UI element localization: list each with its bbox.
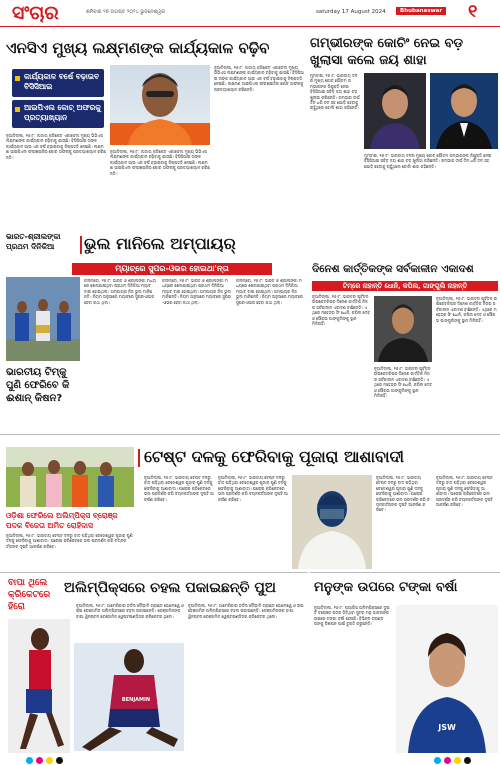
umpire-team-photo <box>6 277 80 361</box>
olympics-body-2: ନୂଆଦିଲ୍ଲୀ, ୧୬।୮: ଆମେରିକାର ହର୍ଡଲ ଦୌଡ଼ାଳି ଗ୍ରାଣ୍ଟ ହୋଲୋୱେ ଓ ରାଇ ବେଞ୍ଜାମିନ ଅଲିମ୍ପିକ୍ସରେ ଚହଲ ପକାଇଛନ୍ତି। ବେଞ୍ଜାମିନଙ୍କ ବାପା ୱିନ୍‌ଷ୍ଟନ ବେଞ୍ଜାମିନ ୱେଷ୍ଟଇଣ୍ଡିଜର କ୍ରିକେଟର ଥିଲେ। <box>188 603 304 619</box>
bullet-text-1: କାର୍ଯ୍ୟକାଳ ବର୍ଷେ ବଢ଼ାଇବ ବିସିସିଆଇ <box>24 72 100 91</box>
story-laxman <box>0 29 305 229</box>
umpire-headline-accent <box>80 236 82 254</box>
pujara-body-3: ନୂଆଦିଲ୍ଲୀ, ୧୬।୮: ଭାରତୀୟ ଟେଷ୍ଟ ଦଳରୁ ବାଦ ପଡ଼ିଥିବା ଚେତେଶ୍ୱର ପୂଜାରା ପୁଣି ଦଳକୁ ଫେରିବାକୁ ଆଶାବାଦୀ। ଘରୋଇ କ୍ରିକେଟରେ ଭଲ ପ୍ରଦର୍ଶନ କରି ଚୟନକର୍ତ୍ତାଙ୍କ ଦୃଷ୍ଟି ଆକର୍ଷଣ କରିବେ। <box>376 475 430 513</box>
umpire-kicker: ଭାରତ-ଶ୍ରୀଲଙ୍କା ପ୍ରଥମ ଦିନିକିଆ <box>6 232 61 251</box>
pujara-photo <box>292 475 372 569</box>
bullet-box-2 <box>12 100 104 128</box>
karthik-photo <box>374 296 432 362</box>
city-label: Bhubaneswar <box>396 7 446 15</box>
manu-photo <box>396 605 498 753</box>
print-mark-magenta-2 <box>444 757 451 764</box>
story-umpire <box>0 232 305 432</box>
gambhir-photo <box>364 73 426 149</box>
story-gambhir-headline: ଗମ୍ଭୀରଙ୍କ କୋଚିଂ ନେଇ ବଡ଼ ଖୁଲାସା କଲେ ଜୟ ଶାହା <box>310 36 464 68</box>
umpire-headline: ଭୁଲ ମାନିଲେ ଅମ୍ପାୟର୍ <box>84 234 236 253</box>
story-olympics <box>0 572 308 754</box>
umpire-body-3: କଲମ୍ବୋ, ୧୬।୮: ଭାରତ ଓ ଶ୍ରୀଲଙ୍କା ମଧ୍ୟରେ ଖେଳାଯାଇଥିବା ପ୍ରଥମ ଦିନିକିଆ ମ୍ୟାଚ୍ ଟାଇ ହୋଇଥିଲା। ଅମ୍ପାୟର ନିଜ ଭୁଲ ମାନିଛନ୍ତି। ନିୟମ ଅନୁସାରେ ମ୍ୟାଚ୍‌ରେ ସୁପର-ଓଭର ହେବା କଥା ଥିଲା। <box>236 278 303 305</box>
olympics-headline: ଅଲିମ୍ପିକ୍ସରେ ଚହଲ ପକାଇଛନ୍ତି ପୁଅ <box>64 580 276 596</box>
bullet-marker-1 <box>15 76 20 81</box>
karthik-subhead: ଟିମ୍‌ରେ ନାହାନ୍ତି ଧୋନି, କପିଲ, ଗାଙ୍ଗୁଲି ନାହାନ୍ତି <box>312 281 498 291</box>
story-laxman-body-left: ନୂଆଦିଲ୍ଲୀ, ୧୬।୮: ଜାତୀୟ କ୍ରିକେଟ ଏକାଡେମୀ ମୁଖ୍ୟ ଭିଭିଏସ ଲକ୍ଷ୍ମଣଙ୍କ କାର୍ଯ୍ୟକାଳ ବଢ଼ିବାକୁ ଯାଉଛି। ବିସିସିଆଇ ତାଙ୍କ କାର୍ଯ୍ୟକାଳ ଆଉ ଏକ ବର୍ଷ ବଢ଼ାଇବାକୁ ନିଷ୍ପତ୍ତି ନେଇଛି। ଲକ୍ଷ୍ମଣ ଆଇପିଏଲ ଫ୍ରାଞ୍ଚାଇଜିର କୋଚ୍ ଅଫରକୁ ପ୍ରତ୍ୟାଖ୍ୟାନ କରିଛନ୍ତି। <box>6 133 106 160</box>
pujara-body-4: ନୂଆଦିଲ୍ଲୀ, ୧୬।୮: ଭାରତୀୟ ଟେଷ୍ଟ ଦଳରୁ ବାଦ ପଡ଼ିଥିବା ଚେତେଶ୍ୱର ପୂଜାରା ପୁଣି ଦଳକୁ ଫେରିବାକୁ ଆଶାବାଦୀ। ଘରୋଇ କ୍ରିକେଟରେ ଭଲ ପ୍ରଦର୍ଶନ କରି ଚୟନକର୍ତ୍ତାଙ୍କ ଦୃଷ୍ଟି ଆକର୍ଷଣ କରିବେ। <box>436 475 493 508</box>
story-manu <box>310 572 500 754</box>
rohidas-photo <box>6 447 134 507</box>
print-marks <box>0 756 500 765</box>
karthik-body-2: ନୂଆଦିଲ୍ଲୀ, ୧୬।୮: ଭାରତର ପୂର୍ବତନ ଉଇକେଟକିପର ଦିନେଶ କାର୍ତ୍ତିକ ନିଜର ସର୍ବକାଳୀନ ଏକାଦଶ ବାଛିଛନ୍ତି। ଏଥିରେ ମହେନ୍ଦ୍ର ସିଂ ଧୋନି, କପିଲ ଦେବ ଓ ସୌରଭ ଗାଙ୍ଗୁଲିଙ୍କୁ ସ୍ଥାନ ମିଳିନାହିଁ। <box>436 296 498 323</box>
benjamin-photo <box>74 643 184 751</box>
ishan-headline: ଭାରତୀୟ ଟିମ୍‌କୁ ପୁଣି ଫେରିବେ କି ଈଶାନ୍ କିଷନ? <box>6 367 70 404</box>
print-mark-black <box>56 757 63 764</box>
benjamin-jersey-text: BENJAMIN <box>121 697 151 703</box>
olympics-body-1: ନୂଆଦିଲ୍ଲୀ, ୧୬।୮: ଆମେରିକାର ହର୍ଡଲ ଦୌଡ଼ାଳି ଗ୍ରାଣ୍ଟ ହୋଲୋୱେ ଓ ରାଇ ବେଞ୍ଜାମିନ ଅଲିମ୍ପିକ୍ସରେ ଚହଲ ପକାଇଛନ୍ତି। ବେଞ୍ଜାମିନଙ୍କ ବାପା ୱିନ୍‌ଷ୍ଟନ ବେଞ୍ଜାମିନ ୱେଷ୍ଟଇଣ୍ଡିଜର କ୍ରିକେଟର ଥିଲେ। <box>76 603 184 619</box>
bullet-text-2: ଆଇପିଏଲ କୋଚ୍ ଅଫରକୁ ପ୍ରତ୍ୟାଖ୍ୟାନ <box>24 103 101 122</box>
masthead-logo: ସଂଚାର <box>12 2 59 24</box>
olympics-kicker: ବାପା ଥିଲେ କ୍ରିକେଟରେ ହିରୋ <box>8 578 51 612</box>
issue-line: ଶନିବାର ୧୭ ଅଗଷ୍ଟ ୨୦୨୪ ଭୁବନେଶ୍ୱର <box>86 9 165 15</box>
jay-shah-photo <box>430 73 498 149</box>
karthik-headline: ଦିନେଶ କାର୍ତ୍ତିକଙ୍କ ସର୍ବକାଳୀନ ଏକାଦଶ <box>312 263 474 275</box>
print-mark-magenta <box>36 757 43 764</box>
karthik-body-3: ନୂଆଦିଲ୍ଲୀ, ୧୬।୮: ଭାରତର ପୂର୍ବତନ ଉଇକେଟକିପର ଦିନେଶ କାର୍ତ୍ତିକ ନିଜର ସର୍ବକାଳୀନ ଏକାଦଶ ବାଛିଛନ୍ତି। ଏଥିରେ ମହେନ୍ଦ୍ର ସିଂ ଧୋନି, କପିଲ ଦେବ ଓ ସୌରଭ ଗାଙ୍ଗୁଲିଙ୍କୁ ସ୍ଥାନ ମିଳିନାହିଁ। <box>374 366 432 399</box>
pujara-headline-accent <box>138 449 140 467</box>
print-mark-black-2 <box>464 757 471 764</box>
print-mark-yellow <box>46 757 53 764</box>
print-mark-cyan <box>26 757 33 764</box>
manu-headline: ମନୁଙ୍କ ଉପରେ ଟଙ୍କା ବର୍ଷା <box>314 580 458 595</box>
masthead-date: saturday 17 August 2024 <box>316 9 386 15</box>
print-mark-cyan-2 <box>434 757 441 764</box>
umpire-subhead: ମ୍ୟାଚ୍‌ରେ ସୁପର-ଓଭର ହୋଇଥା'ନ୍ତା <box>72 263 272 275</box>
karthik-body-1: ନୂଆଦିଲ୍ଲୀ, ୧୬।୮: ଭାରତର ପୂର୍ବତନ ଉଇକେଟକିପର ଦିନେଶ କାର୍ତ୍ତିକ ନିଜର ସର୍ବକାଳୀନ ଏକାଦଶ ବାଛିଛନ୍ତି। ଏଥିରେ ମହେନ୍ଦ୍ର ସିଂ ଧୋନି, କପିଲ ଦେବ ଓ ସୌରଭ ଗାଙ୍ଗୁଲିଙ୍କୁ ସ୍ଥାନ ମିଳିନାହିଁ। <box>312 294 370 327</box>
rohidas-body: ନୂଆଦିଲ୍ଲୀ, ୧୬।୮: ଭାରତୀୟ ଟେଷ୍ଟ ଦଳରୁ ବାଦ ପଡ଼ିଥିବା ଚେତେଶ୍ୱର ପୂଜାରା ପୁଣି ଦଳକୁ ଫେରିବାକୁ ଆଶାବାଦୀ। ଘରୋଇ କ୍ରିକେଟରେ ଭଲ ପ୍ରଦର୍ଶନ କରି ଚୟନକର୍ତ୍ତାଙ୍କ ଦୃଷ୍ଟି ଆକର୍ଷଣ କରିବେ। <box>6 533 133 549</box>
laxman-photo <box>110 65 210 145</box>
manu-body-1: ନୂଆଦିଲ୍ଲୀ, ୧୬।୮: ପ୍ୟାରିସ ଅଲିମ୍ପିକ୍ସରେ ଦୁଇଟି ବ୍ରୋଞ୍ଜ ପଦକ ଜିତିଥିବା ସୁଟର ମନୁ ଭାକରଙ୍କ ଉପରେ ଟଙ୍କା ବର୍ଷା ହେଉଛି। ବିଭିନ୍ନ ବ୍ରାଣ୍ଡ ତାଙ୍କୁ ବିଜ୍ଞାପନ ପାଇଁ ଚୁକ୍ତି କରୁଛନ୍ତି। <box>314 605 390 627</box>
story-gambhir <box>308 29 500 259</box>
hurdler-photo <box>8 619 70 753</box>
story-gambhir-body-2: ମୁମ୍ବାଇ, ୧୬।୮: ଭାରତୀୟ ଦଳର ମୁଖ୍ୟ କୋଚ୍ ଗୌତମ ଗମ୍ଭୀରଙ୍କ ନିଯୁକ୍ତି ନେଇ ବିସିସିଆଇ ସଚିବ ଜୟ ଶାହା ବଡ଼ ଖୁଲାସା କରିଛନ୍ତି। ଗମ୍ଭୀର ଦୀର୍ଘ ଦିନ ଧରି ଦଳ ସହ ଯୋଡ଼ି ହେବାକୁ ଚାହୁଁଥିଲେ ବୋଲି ଶାହା କହିଛନ୍ତି। <box>364 153 492 169</box>
bullet-box-1 <box>12 69 104 97</box>
pujara-headline: ଟେଷ୍ଟ ଦଳକୁ ଫେରିବାକୁ ପୂଜାରା ଆଶାବାଦୀ <box>144 447 405 466</box>
story-laxman-body-right: ନୂଆଦିଲ୍ଲୀ, ୧୬।୮: ଜାତୀୟ କ୍ରିକେଟ ଏକାଡେମୀ ମୁଖ୍ୟ ଭିଭିଏସ ଲକ୍ଷ୍ମଣଙ୍କ କାର୍ଯ୍ୟକାଳ ବଢ଼ିବାକୁ ଯାଉଛି। ବିସିସିଆଇ ତାଙ୍କ କାର୍ଯ୍ୟକାଳ ଆଉ ଏକ ବର୍ଷ ବଢ଼ାଇବାକୁ ନିଷ୍ପତ୍ତି ନେଇଛି। ଲକ୍ଷ୍ମଣ ଆଇପିଏଲ ଫ୍ରାଞ୍ଚାଇଜିର କୋଚ୍ ଅଫରକୁ ପ୍ରତ୍ୟାଖ୍ୟାନ କରିଛନ୍ତି। <box>214 65 304 92</box>
print-mark-yellow-2 <box>454 757 461 764</box>
bullet-marker-2 <box>15 107 20 112</box>
manu-sponsor: JSW <box>438 723 456 732</box>
rohidas-headline: ଓଡ଼ିଶା ଫେରିଲେ ଅଲିମ୍ପିକ୍ସ ବ୍ରୋଞ୍ଜ ପଦକ ବିଜେତା ଅମିତ ରୋହିଦାସ <box>6 511 118 530</box>
story-pujara <box>0 434 500 570</box>
page-number: ୧ <box>468 1 478 22</box>
pujara-body-2: ନୂଆଦିଲ୍ଲୀ, ୧୬।୮: ଭାରତୀୟ ଟେଷ୍ଟ ଦଳରୁ ବାଦ ପଡ଼ିଥିବା ଚେତେଶ୍ୱର ପୂଜାରା ପୁଣି ଦଳକୁ ଫେରିବାକୁ ଆଶାବାଦୀ। ଘରୋଇ କ୍ରିକେଟରେ ଭଲ ପ୍ରଦର୍ଶନ କରି ଚୟନକର୍ତ୍ତାଙ୍କ ଦୃଷ୍ଟି ଆକର୍ଷଣ କରିବେ। <box>218 475 288 502</box>
story-karthik <box>308 262 500 432</box>
umpire-body-2: କଲମ୍ବୋ, ୧୬।୮: ଭାରତ ଓ ଶ୍ରୀଲଙ୍କା ମଧ୍ୟରେ ଖେଳାଯାଇଥିବା ପ୍ରଥମ ଦିନିକିଆ ମ୍ୟାଚ୍ ଟାଇ ହୋଇଥିଲା। ଅମ୍ପାୟର ନିଜ ଭୁଲ ମାନିଛନ୍ତି। ନିୟମ ଅନୁସାରେ ମ୍ୟାଚ୍‌ରେ ସୁପର-ଓଭର ହେବା କଥା ଥିଲା। <box>162 278 231 305</box>
story-laxman-body-mid: ନୂଆଦିଲ୍ଲୀ, ୧୬।୮: ଜାତୀୟ କ୍ରିକେଟ ଏକାଡେମୀ ମୁଖ୍ୟ ଭିଭିଏସ ଲକ୍ଷ୍ମଣଙ୍କ କାର୍ଯ୍ୟକାଳ ବଢ଼ିବାକୁ ଯାଉଛି। ବିସିସିଆଇ ତାଙ୍କ କାର୍ଯ୍ୟକାଳ ଆଉ ଏକ ବର୍ଷ ବଢ଼ାଇବାକୁ ନିଷ୍ପତ୍ତି ନେଇଛି। ଲକ୍ଷ୍ମଣ ଆଇପିଏଲ ଫ୍ରାଞ୍ଚାଇଜିର କୋଚ୍ ଅଫରକୁ ପ୍ରତ୍ୟାଖ୍ୟାନ କରିଛନ୍ତି। <box>110 149 210 176</box>
story-laxman-headline: ଏନସିଏ ମୁଖ୍ୟ ଲକ୍ଷ୍ମଣଙ୍କ କାର୍ଯ୍ୟକାଳ ବଢ଼ିବ <box>6 39 270 57</box>
masthead <box>0 0 500 27</box>
story-gambhir-body-1: ମୁମ୍ବାଇ, ୧୬।୮: ଭାରତୀୟ ଦଳର ମୁଖ୍ୟ କୋଚ୍ ଗୌତମ ଗମ୍ଭୀରଙ୍କ ନିଯୁକ୍ତି ନେଇ ବିସିସିଆଇ ସଚିବ ଜୟ ଶାହା ବଡ଼ ଖୁଲାସା କରିଛନ୍ତି। ଗମ୍ଭୀର ଦୀର୍ଘ ଦିନ ଧରି ଦଳ ସହ ଯୋଡ଼ି ହେବାକୁ ଚାହୁଁଥିଲେ ବୋଲି ଶାହା କହିଛନ୍ତି। <box>310 73 360 111</box>
umpire-body-1: କଲମ୍ବୋ, ୧୬।୮: ଭାରତ ଓ ଶ୍ରୀଲଙ୍କା ମଧ୍ୟରେ ଖେଳାଯାଇଥିବା ପ୍ରଥମ ଦିନିକିଆ ମ୍ୟାଚ୍ ଟାଇ ହୋଇଥିଲା। ଅମ୍ପାୟର ନିଜ ଭୁଲ ମାନିଛନ୍ତି। ନିୟମ ଅନୁସାରେ ମ୍ୟାଚ୍‌ରେ ସୁପର-ଓଭର ହେବା କଥା ଥିଲା। <box>84 278 156 305</box>
pujara-body-1: ନୂଆଦିଲ୍ଲୀ, ୧୬।୮: ଭାରତୀୟ ଟେଷ୍ଟ ଦଳରୁ ବାଦ ପଡ଼ିଥିବା ଚେତେଶ୍ୱର ପୂଜାରା ପୁଣି ଦଳକୁ ଫେରିବାକୁ ଆଶାବାଦୀ। ଘରୋଇ କ୍ରିକେଟରେ ଭଲ ପ୍ରଦର୍ଶନ କରି ଚୟନକର୍ତ୍ତାଙ୍କ ଦୃଷ୍ଟି ଆକର୍ଷଣ କରିବେ। <box>144 475 214 502</box>
